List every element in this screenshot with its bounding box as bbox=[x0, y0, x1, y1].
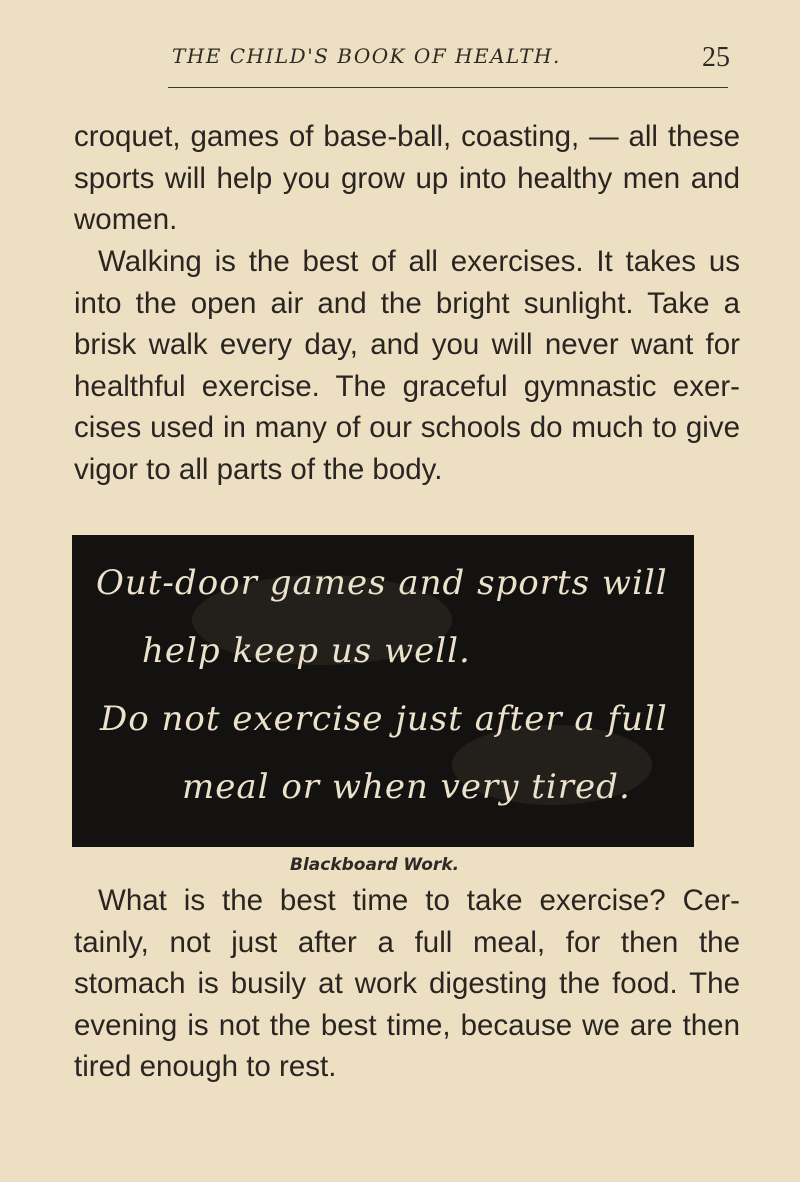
running-head: THE CHILD'S BOOK OF HEALTH. bbox=[172, 44, 561, 68]
text-line: cises used in many of our schools do much to give bbox=[74, 411, 740, 444]
text-line: croquet, games of base-ball, coasting, — all these bbox=[74, 120, 740, 153]
text-line: vigor to all parts of the body. bbox=[74, 452, 443, 486]
text-line: tainly, not just after a full meal, for then the bbox=[74, 925, 740, 959]
figure-caption: Blackboard Work. bbox=[290, 855, 460, 875]
text-line: sports will help you grow up into healthy men and bbox=[74, 161, 740, 195]
text-line: healthful exercise. The graceful gymnastic exer- bbox=[74, 369, 740, 403]
text-line: tired enough to rest. bbox=[74, 1050, 337, 1083]
blackboard-line: help keep us well. bbox=[142, 631, 471, 671]
text-line: stomach is busily at work digesting the food. The bbox=[74, 967, 740, 1000]
text-line: Walking is the best of all exercises. It takes us bbox=[98, 245, 740, 278]
text-line: evening is not the best time, because we are then bbox=[74, 1008, 740, 1042]
paragraph-walking bbox=[74, 241, 740, 490]
text-line: What is the best time to take exercise? Cer- bbox=[98, 884, 740, 917]
text-line: into the open air and the bright sunlight. Take a bbox=[74, 286, 740, 320]
text-line: brisk walk every day, and you will never want for bbox=[74, 328, 740, 361]
paragraph-exercise-time bbox=[74, 880, 740, 1088]
blackboard-line: Do not exercise just after a full bbox=[100, 699, 668, 739]
paragraph-sports bbox=[74, 116, 740, 241]
text-line: women. bbox=[74, 203, 178, 236]
blackboard-line: meal or when very tired. bbox=[182, 767, 631, 807]
blackboard-line: Out-door games and sports will bbox=[96, 563, 668, 603]
page-number: 25 bbox=[702, 42, 730, 73]
header-rule bbox=[168, 87, 728, 88]
blackboard-illustration bbox=[72, 535, 694, 847]
